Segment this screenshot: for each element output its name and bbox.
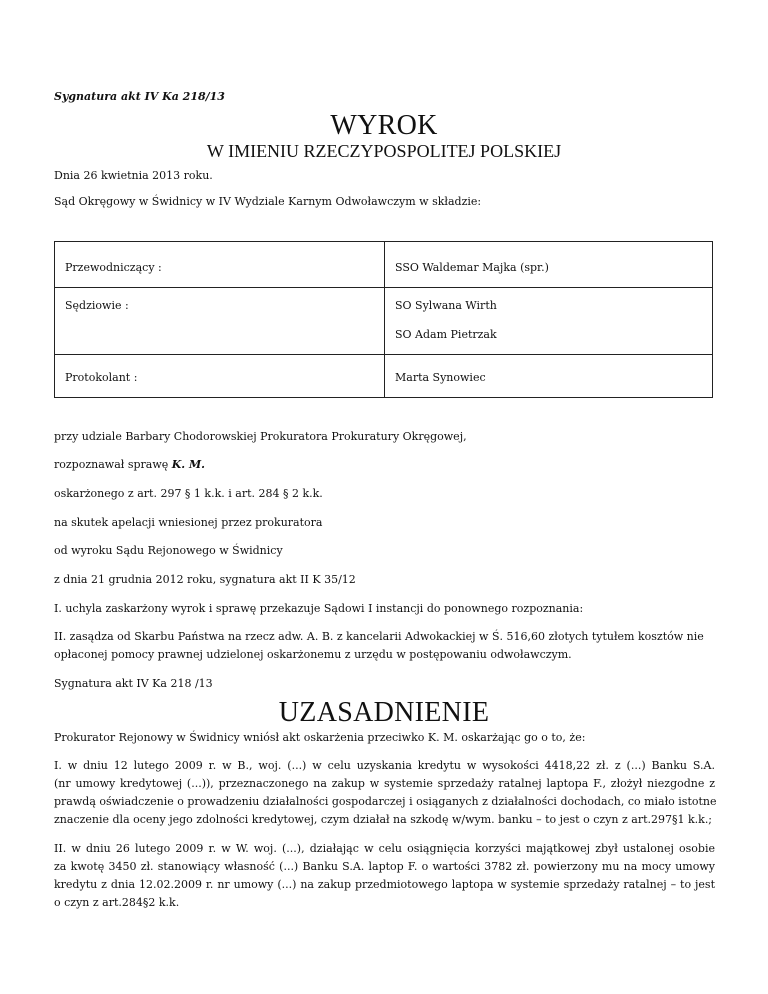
charge-2-line: kredytu z dnia 12.02.2009 r. nr umowy (...) na zakup przedmiotowego laptopa w systemie sprzedaży ratalnej – to jest — [54, 878, 715, 891]
charge-1-line: I. w dniu 12 lutego 2009 r. w B., woj. (...) w celu uzyskania kredytu w wysokości 4418,22 zł. z (...) Banku S.A. — [54, 759, 715, 772]
case-heard-prefix: rozpoznawał sprawę — [54, 458, 172, 471]
prosecutor-line: przy udziale Barbary Chodorowskiej Prokuratora Prokuratury Okręgowej, — [54, 430, 467, 443]
judges-label: Sędziowie : — [65, 299, 129, 312]
justification-title: UZASADNIENIE — [278, 697, 490, 728]
case-heard-line — [54, 456, 205, 474]
justification-intro: Prokurator Rejonowy w Świdnicy wniósł akt oskarżenia przeciwko K. M. oskarżając go o to, że: — [54, 731, 586, 744]
charge-2-line: za kwotę 3450 zł. stanowiący własność (...) Banku S.A. laptop F. o wartości 3782 zł. powierzony mu na mocy umowy — [54, 860, 715, 873]
charge-1-line: (nr umowy kredytowej (...)), przeznaczonego na zakup w systemie sprzedaży ratalnej laptopa F., złożył niezgodne z — [54, 777, 715, 790]
justification-signature: Sygnatura akt IV Ka 218 /13 — [54, 677, 213, 690]
ruling-point-1: I. uchyla zaskarżony wyrok i sprawę przekazuje Sądowi I instancji do ponownego rozpoznania: — [54, 602, 584, 615]
charge-2-line: o czyn z art.284§2 k.k. — [54, 896, 180, 909]
charge-1-line: znaczenie dla oceny jego zdolności kredytowej, czym działał na szkodę w/wym. banku – to jest o czyn z art.297§1 k.k.; — [54, 813, 713, 826]
presiding-value: SSO Waldemar Majka (spr.) — [395, 261, 549, 274]
verdict-subtitle: W IMIENIU RZECZYPOSPOLITEJ POLSKIEJ — [206, 141, 562, 161]
charge-2-paragraph — [54, 840, 715, 912]
appeal-line: na skutek apelacji wniesionej przez prokuratora — [54, 516, 323, 529]
verdict-title: WYROK — [330, 110, 438, 141]
defendant-name: K. M. — [171, 458, 205, 471]
lower-court-date-line: z dnia 21 grudnia 2012 roku, sygnatura akt II K 35/12 — [54, 573, 356, 586]
presiding-label: Przewodniczący : — [65, 261, 162, 274]
composition-table — [54, 241, 713, 398]
lower-court-line: od wyroku Sądu Rejonowego w Świdnicy — [54, 544, 283, 557]
judge-name: SO Adam Pietrzak — [395, 328, 497, 341]
charge-1-line: prawdą oświadczenie o prowadzeniu działalności gospodarczej i osiąganych z działalności dochodach, co miało istotne — [54, 795, 717, 808]
table-divider-row1 — [55, 287, 712, 288]
table-divider-vertical — [384, 242, 385, 397]
court-line: Sąd Okręgowy w Świdnicy w IV Wydziale Karnym Odwoławczym w składzie: — [54, 195, 482, 208]
date-line: Dnia 26 kwietnia 2013 roku. — [54, 169, 213, 182]
charge-2-line: II. w dniu 26 lutego 2009 r. w W. woj. (...), działając w celu osiągnięcia korzyści majątkowej zbył ustalonej osobie — [54, 842, 715, 855]
ruling-point-2-line-2: opłaconej pomocy prawnej udzielonej oskarżonemu z urzędu w postępowaniu odwoławczym. — [54, 648, 572, 661]
judge-name: SO Sylwana Wirth — [395, 299, 497, 312]
table-divider-row2 — [55, 354, 712, 355]
clerk-value: Marta Synowiec — [395, 371, 486, 384]
ruling-point-2-line-1: II. zasądza od Skarbu Państwa na rzecz adw. A. B. z kancelarii Adwokackiej w Ś. 516,60 złotych tytułem kosztów nie — [54, 630, 704, 643]
clerk-label: Protokolant : — [65, 371, 138, 384]
case-signature: Sygnatura akt IV Ka 218/13 — [54, 90, 225, 103]
charges-line: oskarżonego z art. 297 § 1 k.k. i art. 284 § 2 k.k. — [54, 487, 323, 500]
charge-1-paragraph — [54, 757, 715, 829]
